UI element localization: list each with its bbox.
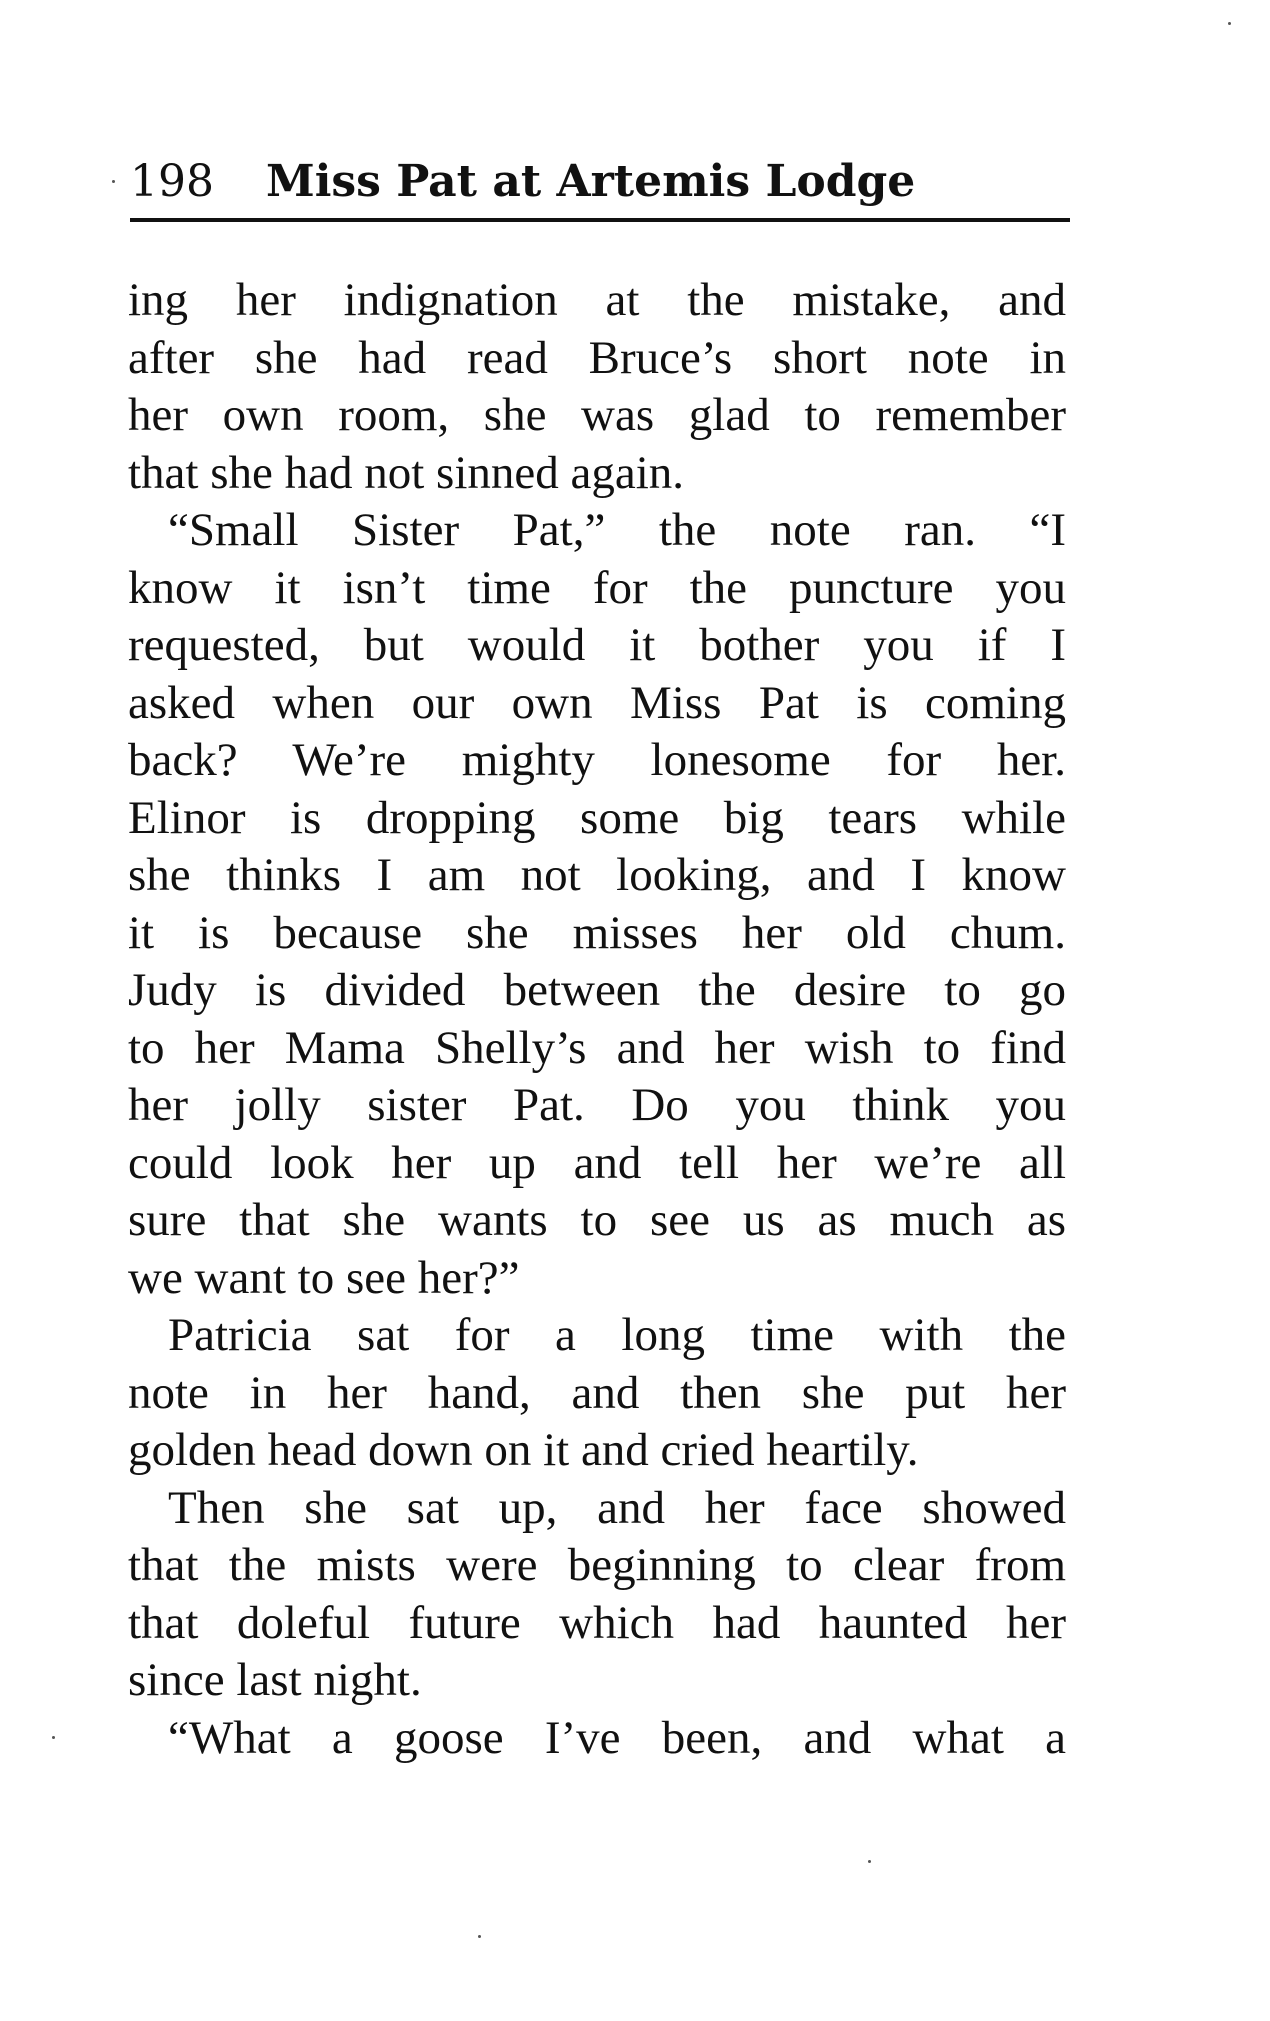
text-line: asked when our own Miss Pat is coming: [128, 676, 1066, 729]
header-rule: [130, 218, 1070, 222]
text-line: sure that she wants to see us as much as: [128, 1194, 1066, 1246]
scan-speck: [478, 1935, 481, 1938]
book-title: Miss Pat at Artemis Lodge: [265, 156, 916, 207]
body-text: [128, 272, 1066, 1767]
text-line: she thinks I am not looking, and I know: [128, 849, 1066, 901]
text-line: Then she sat up, and her face showed: [168, 1481, 1066, 1534]
text-line: requested, but would it bother you if I: [128, 619, 1066, 671]
scan-speck: [868, 1860, 871, 1863]
text-line: after she had read Bruce’s short note in: [128, 331, 1066, 384]
text-line: golden head down on it and cried heartily.: [128, 1424, 919, 1476]
text-line: know it isn’t time for the puncture you: [128, 561, 1066, 614]
scan-speck: [1228, 22, 1231, 25]
text-line: Patricia sat for a long time with the: [168, 1309, 1066, 1361]
text-line: note in her hand, and then she put her: [128, 1366, 1066, 1419]
text-line: we want to see her?”: [128, 1251, 520, 1304]
text-line: ing her indignation at the mistake, and: [128, 274, 1066, 326]
text-line: her own room, she was glad to remember: [128, 389, 1066, 441]
scan-speck: [112, 180, 115, 183]
text-line: that the mists were beginning to clear from: [128, 1539, 1066, 1591]
text-line: “Small Sister Pat,” the note ran. “I: [168, 504, 1066, 556]
text-line: could look her up and tell her we’re all: [128, 1136, 1066, 1189]
text-line: since last night.: [128, 1654, 422, 1706]
text-line: to her Mama Shelly’s and her wish to find: [128, 1021, 1066, 1074]
text-line: it is because she misses her old chum.: [128, 906, 1066, 959]
running-head: [130, 152, 1070, 212]
text-line: Judy is divided between the desire to go: [128, 964, 1066, 1016]
page-number: 198: [130, 156, 214, 207]
text-line: back? We’re mighty lonesome for her.: [128, 734, 1066, 786]
text-line: that doleful future which had haunted her: [128, 1596, 1066, 1649]
text-line: that she had not sinned again.: [128, 446, 685, 499]
text-line: her jolly sister Pat. Do you think you: [128, 1079, 1066, 1131]
text-line: “What a goose I’ve been, and what a: [168, 1711, 1066, 1764]
scan-speck: [52, 1736, 55, 1739]
text-line: Elinor is dropping some big tears while: [128, 791, 1066, 844]
